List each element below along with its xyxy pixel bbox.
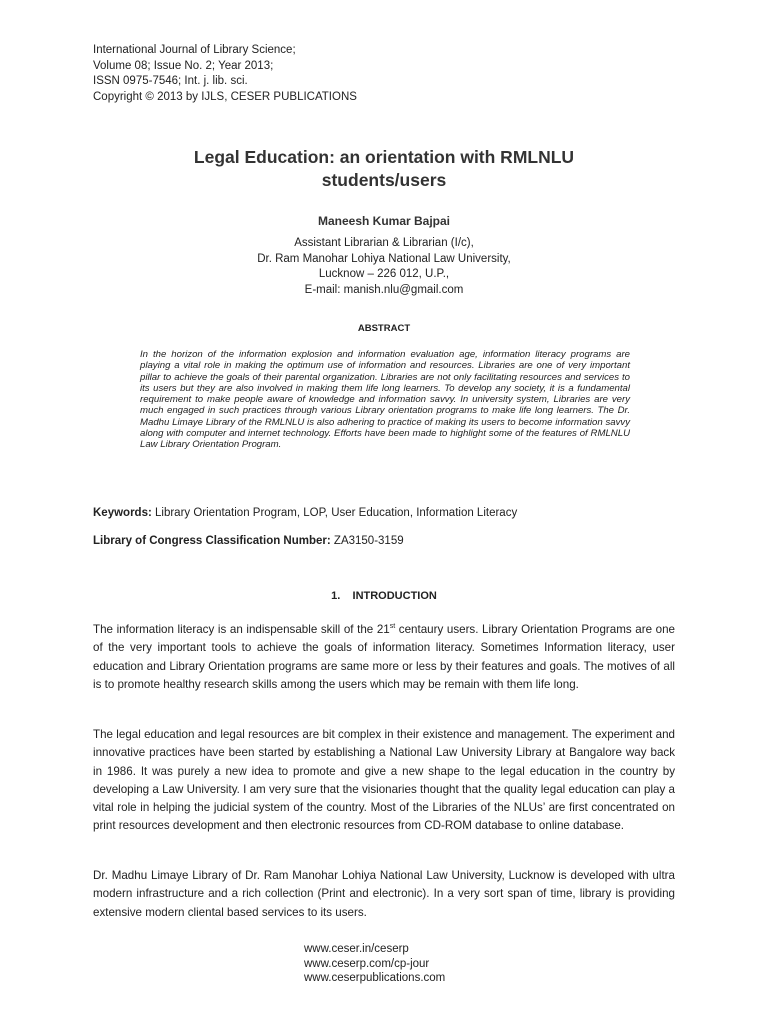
journal-header [93, 43, 357, 105]
footer-link-3[interactable]: www.ceserpublications.com [304, 972, 446, 984]
author-name: Maneesh Kumar Bajpai [317, 214, 451, 228]
intro-p1-text-end: centaury users. Library Orientation Programs are one of the very important tools to achieve the goals of information literacy. Sometimes Information literacy, user education and Library Orientation programs are same more or less by their features and goals. The motives of all is to promote healthy research skills among the users which may be remain with them life long. [93, 623, 676, 691]
intro-p1-text-start: The information literacy is an indispensable skill of the 21 [93, 623, 390, 636]
author-email: E-mail: manish.nlu@gmail.com [304, 283, 464, 296]
author-address: Lucknow – 226 012, U.P., [318, 268, 450, 280]
author-position: Assistant Librarian & Librarian (I/c), [294, 237, 474, 249]
author-institution: Dr. Ram Manohar Lohiya National Law University, [257, 252, 511, 265]
keywords-label: Keywords: [93, 507, 152, 519]
journal-volume: Volume 08; Issue No. 2; Year 2013; [93, 59, 274, 72]
section-heading-introduction: 1. INTRODUCTION [331, 590, 437, 602]
intro-p1-superscript: st [389, 623, 396, 631]
author-affiliation [0, 236, 768, 298]
publisher-links [304, 942, 445, 986]
classification-line [93, 535, 404, 547]
paper-title-line-1: Legal Education: an orientation with RMLNLU [193, 147, 575, 167]
classification-value: ZA3150-3159 [330, 535, 404, 547]
journal-name: International Journal of Library Science; [93, 44, 296, 56]
intro-paragraph-3: Dr. Madhu Limaye Library of Dr. Ram Manohar Lohiya National Law University, Lucknow is developed with ultra modern infrastructure and a rich collection (Print and electronic). In a very sort span of time, library is providing extensive modern cliental based services to its users. [93, 869, 675, 919]
abstract-text: In the horizon of the information explosion and information evaluation age, information literacy programs are playing a vital role in making the optimum use of information and resources. Libraries are one of very important pillar to achieve the goals of their parental organization. Libraries are not only facilitating resources and services to its users but they are also involved in making them life long learners. To develop any society, it is a fundamental requirement to make people aware of knowledge and information savvy. In university system, Libraries are very much engaged in such practices through various Library orientation programs to make life long learners. The Dr. Madhu Limaye Library of the RMLNLU is also adhering to practice of making its users to become information savvy along with computer and internet technology. Efforts have been made to highlight some of the features of RMLNLU Law Library Orientation Program. [140, 349, 630, 450]
journal-issn: ISSN 0975-7546; Int. j. lib. sci. [93, 75, 248, 87]
paper-title [0, 146, 768, 192]
keywords-value: Library Orientation Program, LOP, User Education, Information Literacy [151, 507, 518, 519]
intro-paragraph-2: The legal education and legal resources are bit complex in their existence and management. The experiment and innovative practices have been started by establishing a National Law University Library at Bangalore way back in 1986. It was purely a new idea to promote and give a new shape to the legal education in the country by developing a Law University. I am very sure that the visionaries thought that the quality legal education can play a vital role in helping the judicial system of the country. Most of the Libraries of the NLUs’ are first concentrated on print resources development and then electronic resources from CD-ROM database to online database. [93, 728, 675, 833]
footer-link-1[interactable]: www.ceser.in/ceserp [304, 943, 409, 955]
journal-copyright: Copyright © 2013 by IJLS, CESER PUBLICATIONS [93, 90, 357, 103]
footer-link-2[interactable]: www.ceserp.com/cp-jour [304, 957, 430, 970]
classification-label: Library of Congress Classification Number: [93, 535, 331, 547]
paper-title-line-2: students/users [321, 170, 447, 190]
abstract-heading: ABSTRACT [357, 323, 411, 334]
keywords-line [93, 507, 517, 519]
intro-paragraph-1 [93, 621, 675, 694]
